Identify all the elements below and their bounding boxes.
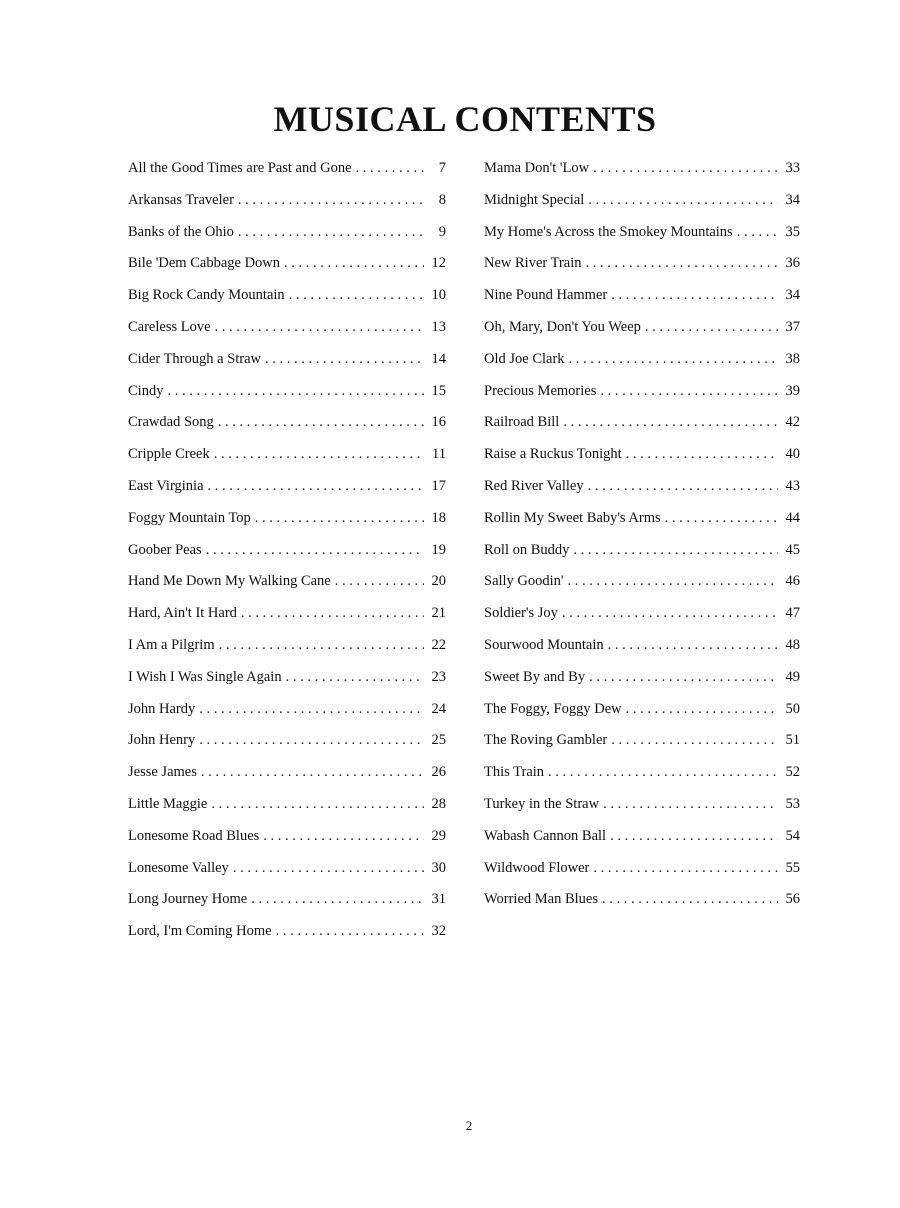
song-page-number: 31	[431, 891, 446, 908]
toc-entry	[128, 383, 446, 415]
song-title: Worried Man Blues	[484, 891, 599, 908]
toc-entry	[484, 287, 800, 319]
song-page-number: 23	[431, 668, 446, 685]
dot-leader	[611, 287, 778, 304]
song-title: Wabash Cannon Ball	[484, 827, 607, 844]
dot-leader	[562, 605, 778, 622]
toc-entry	[128, 732, 446, 764]
toc-entry	[484, 510, 800, 542]
song-title: Jesse James	[128, 764, 197, 781]
song-page-number: 46	[785, 573, 800, 590]
song-page-number: 44	[785, 509, 800, 526]
toc-entry	[128, 351, 446, 383]
toc-entry	[128, 828, 446, 860]
song-page-number: 52	[785, 764, 800, 781]
song-page-number: 42	[785, 414, 800, 431]
song-title: Wildwood Flower	[484, 859, 590, 876]
page-number: 2	[465, 1118, 473, 1133]
song-page-number: 21	[431, 605, 446, 622]
toc-entry	[484, 828, 800, 860]
song-page-number: 14	[431, 350, 446, 367]
song-page-number: 48	[785, 636, 800, 653]
toc-entry	[484, 446, 800, 478]
song-page-number: 51	[785, 732, 800, 749]
song-title: Sweet By and By	[484, 668, 586, 685]
song-title: My Home's Across the Smokey Mountains	[484, 223, 733, 240]
song-title: Raise a Ruckus Tonight	[484, 446, 622, 463]
song-title: All the Good Times are Past and Gone	[128, 160, 352, 176]
song-title: Banks of the Ohio	[128, 223, 234, 240]
toc-entry	[484, 637, 800, 669]
dot-leader	[610, 828, 778, 845]
toc-entry	[484, 669, 800, 701]
dot-leader	[215, 319, 424, 336]
song-page-number: 19	[431, 541, 446, 558]
toc-entry	[484, 764, 800, 796]
song-title: Bile 'Dem Cabbage Down	[128, 255, 281, 272]
toc-entry	[128, 860, 446, 892]
song-title: Arkansas Traveler	[128, 191, 234, 208]
toc-entry	[484, 383, 800, 415]
dot-leader	[286, 669, 424, 686]
song-page-number: 50	[785, 700, 800, 717]
toc-entry	[128, 192, 446, 224]
song-page-number: 54	[785, 827, 800, 844]
song-page-number: 10	[431, 287, 446, 304]
toc-entry	[484, 891, 800, 923]
dot-leader	[602, 891, 778, 908]
dot-leader	[214, 446, 424, 463]
song-page-number: 22	[431, 636, 446, 653]
toc-entry	[128, 605, 446, 637]
song-page-number: 34	[785, 287, 800, 304]
song-title: John Henry	[128, 732, 196, 749]
song-page-number: 30	[431, 859, 446, 876]
dot-leader	[211, 796, 424, 813]
song-title: Careless Love	[128, 318, 211, 335]
song-page-number: 16	[431, 414, 446, 431]
dot-leader	[276, 923, 424, 940]
song-page-number: 26	[431, 764, 446, 781]
dot-leader	[218, 414, 424, 431]
song-page-number: 15	[431, 382, 446, 399]
toc-entry	[128, 669, 446, 701]
dot-leader	[593, 860, 778, 877]
song-title: Hand Me Down My Walking Cane	[128, 573, 331, 590]
song-title: Turkey in the Straw	[484, 795, 600, 812]
dot-leader	[665, 510, 778, 527]
dot-leader	[626, 701, 778, 718]
song-title: Cider Through a Straw	[128, 350, 262, 367]
toc-entry	[484, 573, 800, 605]
toc-entry	[128, 701, 446, 733]
song-title: East Virginia	[128, 477, 204, 494]
song-page-number: 36	[785, 255, 800, 272]
song-title: Soldier's Joy	[484, 605, 558, 622]
toc-entry	[128, 414, 446, 446]
song-page-number: 39	[785, 382, 800, 399]
toc-entry	[484, 732, 800, 764]
toc-entry	[128, 796, 446, 828]
dot-leader	[201, 764, 424, 781]
dot-leader	[573, 542, 778, 559]
dot-leader	[608, 637, 778, 654]
contents-column-left	[128, 160, 446, 955]
toc-entry	[128, 542, 446, 574]
dot-leader	[251, 891, 424, 908]
toc-entry	[484, 224, 800, 256]
song-title: Rollin My Sweet Baby's Arms	[484, 509, 661, 526]
dot-leader	[208, 478, 424, 495]
song-title: Big Rock Candy Mountain	[128, 287, 285, 304]
dot-leader	[563, 414, 778, 431]
toc-entry	[128, 573, 446, 605]
song-title: I Wish I Was Single Again	[128, 668, 282, 685]
dot-leader	[263, 828, 424, 845]
song-title: Oh, Mary, Don't You Weep	[484, 318, 641, 335]
toc-entry	[484, 796, 800, 828]
song-title: Lord, I'm Coming Home	[128, 923, 272, 940]
song-page-number: 8	[438, 191, 446, 208]
song-title: Crawdad Song	[128, 414, 214, 431]
song-page-number: 45	[785, 541, 800, 558]
song-page-number: 29	[431, 827, 446, 844]
toc-entry	[484, 605, 800, 637]
dot-leader	[568, 573, 778, 590]
dot-leader	[255, 510, 424, 527]
dot-leader	[588, 192, 778, 209]
song-title: I Am a Pilgrim	[128, 636, 215, 653]
dot-leader	[241, 605, 424, 622]
dot-leader	[737, 224, 778, 241]
song-page-number: 7	[438, 160, 446, 176]
song-page-number: 9	[438, 223, 446, 240]
song-page-number: 25	[431, 732, 446, 749]
toc-entry	[484, 319, 800, 351]
toc-entry	[484, 255, 800, 287]
song-title: Red River Valley	[484, 477, 584, 494]
song-page-number: 20	[431, 573, 446, 590]
song-page-number: 18	[431, 509, 446, 526]
dot-leader	[611, 732, 778, 749]
song-title: Cindy	[128, 382, 164, 399]
song-page-number: 49	[785, 668, 800, 685]
dot-leader	[335, 573, 424, 590]
dot-leader	[593, 160, 778, 177]
toc-entry	[484, 414, 800, 446]
song-title: Long Journey Home	[128, 891, 248, 908]
dot-leader	[265, 351, 424, 368]
toc-entry	[484, 351, 800, 383]
toc-entry	[128, 287, 446, 319]
dot-leader	[585, 255, 778, 272]
dot-leader	[600, 383, 778, 400]
toc-entry	[128, 255, 446, 287]
toc-entry	[128, 637, 446, 669]
song-page-number: 37	[785, 318, 800, 335]
toc-entry	[128, 478, 446, 510]
toc-entry	[128, 319, 446, 351]
dot-leader	[238, 192, 424, 209]
dot-leader	[233, 860, 424, 877]
toc-entry	[128, 510, 446, 542]
song-page-number: 40	[785, 446, 800, 463]
toc-entry	[484, 860, 800, 892]
song-page-number: 28	[431, 795, 446, 812]
song-title: John Hardy	[128, 700, 196, 717]
song-title: Railroad Bill	[484, 414, 560, 431]
song-title: Precious Memories	[484, 382, 597, 399]
song-page-number: 11	[432, 446, 446, 463]
song-title: Little Maggie	[128, 795, 208, 812]
dot-leader	[238, 224, 424, 241]
toc-entry	[128, 160, 446, 192]
song-page-number: 17	[431, 477, 446, 494]
song-title: Foggy Mountain Top	[128, 509, 251, 526]
song-page-number: 12	[431, 255, 446, 272]
dot-leader	[603, 796, 778, 813]
dot-leader	[645, 319, 778, 336]
dot-leader	[206, 542, 424, 559]
song-page-number: 35	[785, 223, 800, 240]
dot-leader	[626, 446, 778, 463]
song-page-number: 47	[785, 605, 800, 622]
song-page-number: 55	[785, 859, 800, 876]
song-page-number: 24	[431, 700, 446, 717]
toc-entry	[128, 446, 446, 478]
dot-leader	[219, 637, 424, 654]
dot-leader	[589, 669, 778, 686]
toc-entry	[128, 891, 446, 923]
dot-leader	[569, 351, 778, 368]
song-page-number: 38	[785, 350, 800, 367]
toc-entry	[128, 764, 446, 796]
contents-column-right	[484, 160, 800, 923]
song-title: Midnight Special	[484, 191, 585, 208]
song-page-number: 32	[431, 923, 446, 940]
song-title: Nine Pound Hammer	[484, 287, 608, 304]
song-title: Roll on Buddy	[484, 541, 570, 558]
dot-leader	[284, 255, 424, 272]
toc-entry	[484, 160, 800, 192]
song-title: The Foggy, Foggy Dew	[484, 700, 622, 717]
dot-leader	[199, 732, 424, 749]
page-title: MUSICAL CONTENTS	[273, 99, 657, 139]
dot-leader	[588, 478, 778, 495]
song-title: Sourwood Mountain	[484, 636, 604, 653]
song-page-number: 56	[785, 891, 800, 908]
song-title: Lonesome Road Blues	[128, 827, 260, 844]
dot-leader	[167, 383, 424, 400]
song-title: The Roving Gambler	[484, 732, 608, 749]
song-title: Sally Goodin'	[484, 573, 564, 590]
toc-entry	[128, 923, 446, 955]
toc-entry	[484, 542, 800, 574]
song-title: New River Train	[484, 255, 582, 272]
song-title: Cripple Creek	[128, 446, 210, 463]
toc-entry	[484, 701, 800, 733]
dot-leader	[199, 701, 424, 718]
song-title: Mama Don't 'Low	[484, 160, 590, 176]
toc-entry	[484, 478, 800, 510]
toc-entry	[484, 192, 800, 224]
dot-leader	[356, 160, 424, 177]
dot-leader	[289, 287, 424, 304]
song-page-number: 34	[785, 191, 800, 208]
toc-entry	[128, 224, 446, 256]
song-page-number: 13	[431, 318, 446, 335]
song-page-number: 43	[785, 477, 800, 494]
song-title: Lonesome Valley	[128, 859, 229, 876]
dot-leader	[548, 764, 778, 781]
song-page-number: 33	[785, 160, 800, 176]
song-title: Hard, Ain't It Hard	[128, 605, 237, 622]
song-title: Old Joe Clark	[484, 350, 565, 367]
song-title: Goober Peas	[128, 541, 202, 558]
song-page-number: 53	[785, 795, 800, 812]
song-title: This Train	[484, 764, 545, 781]
